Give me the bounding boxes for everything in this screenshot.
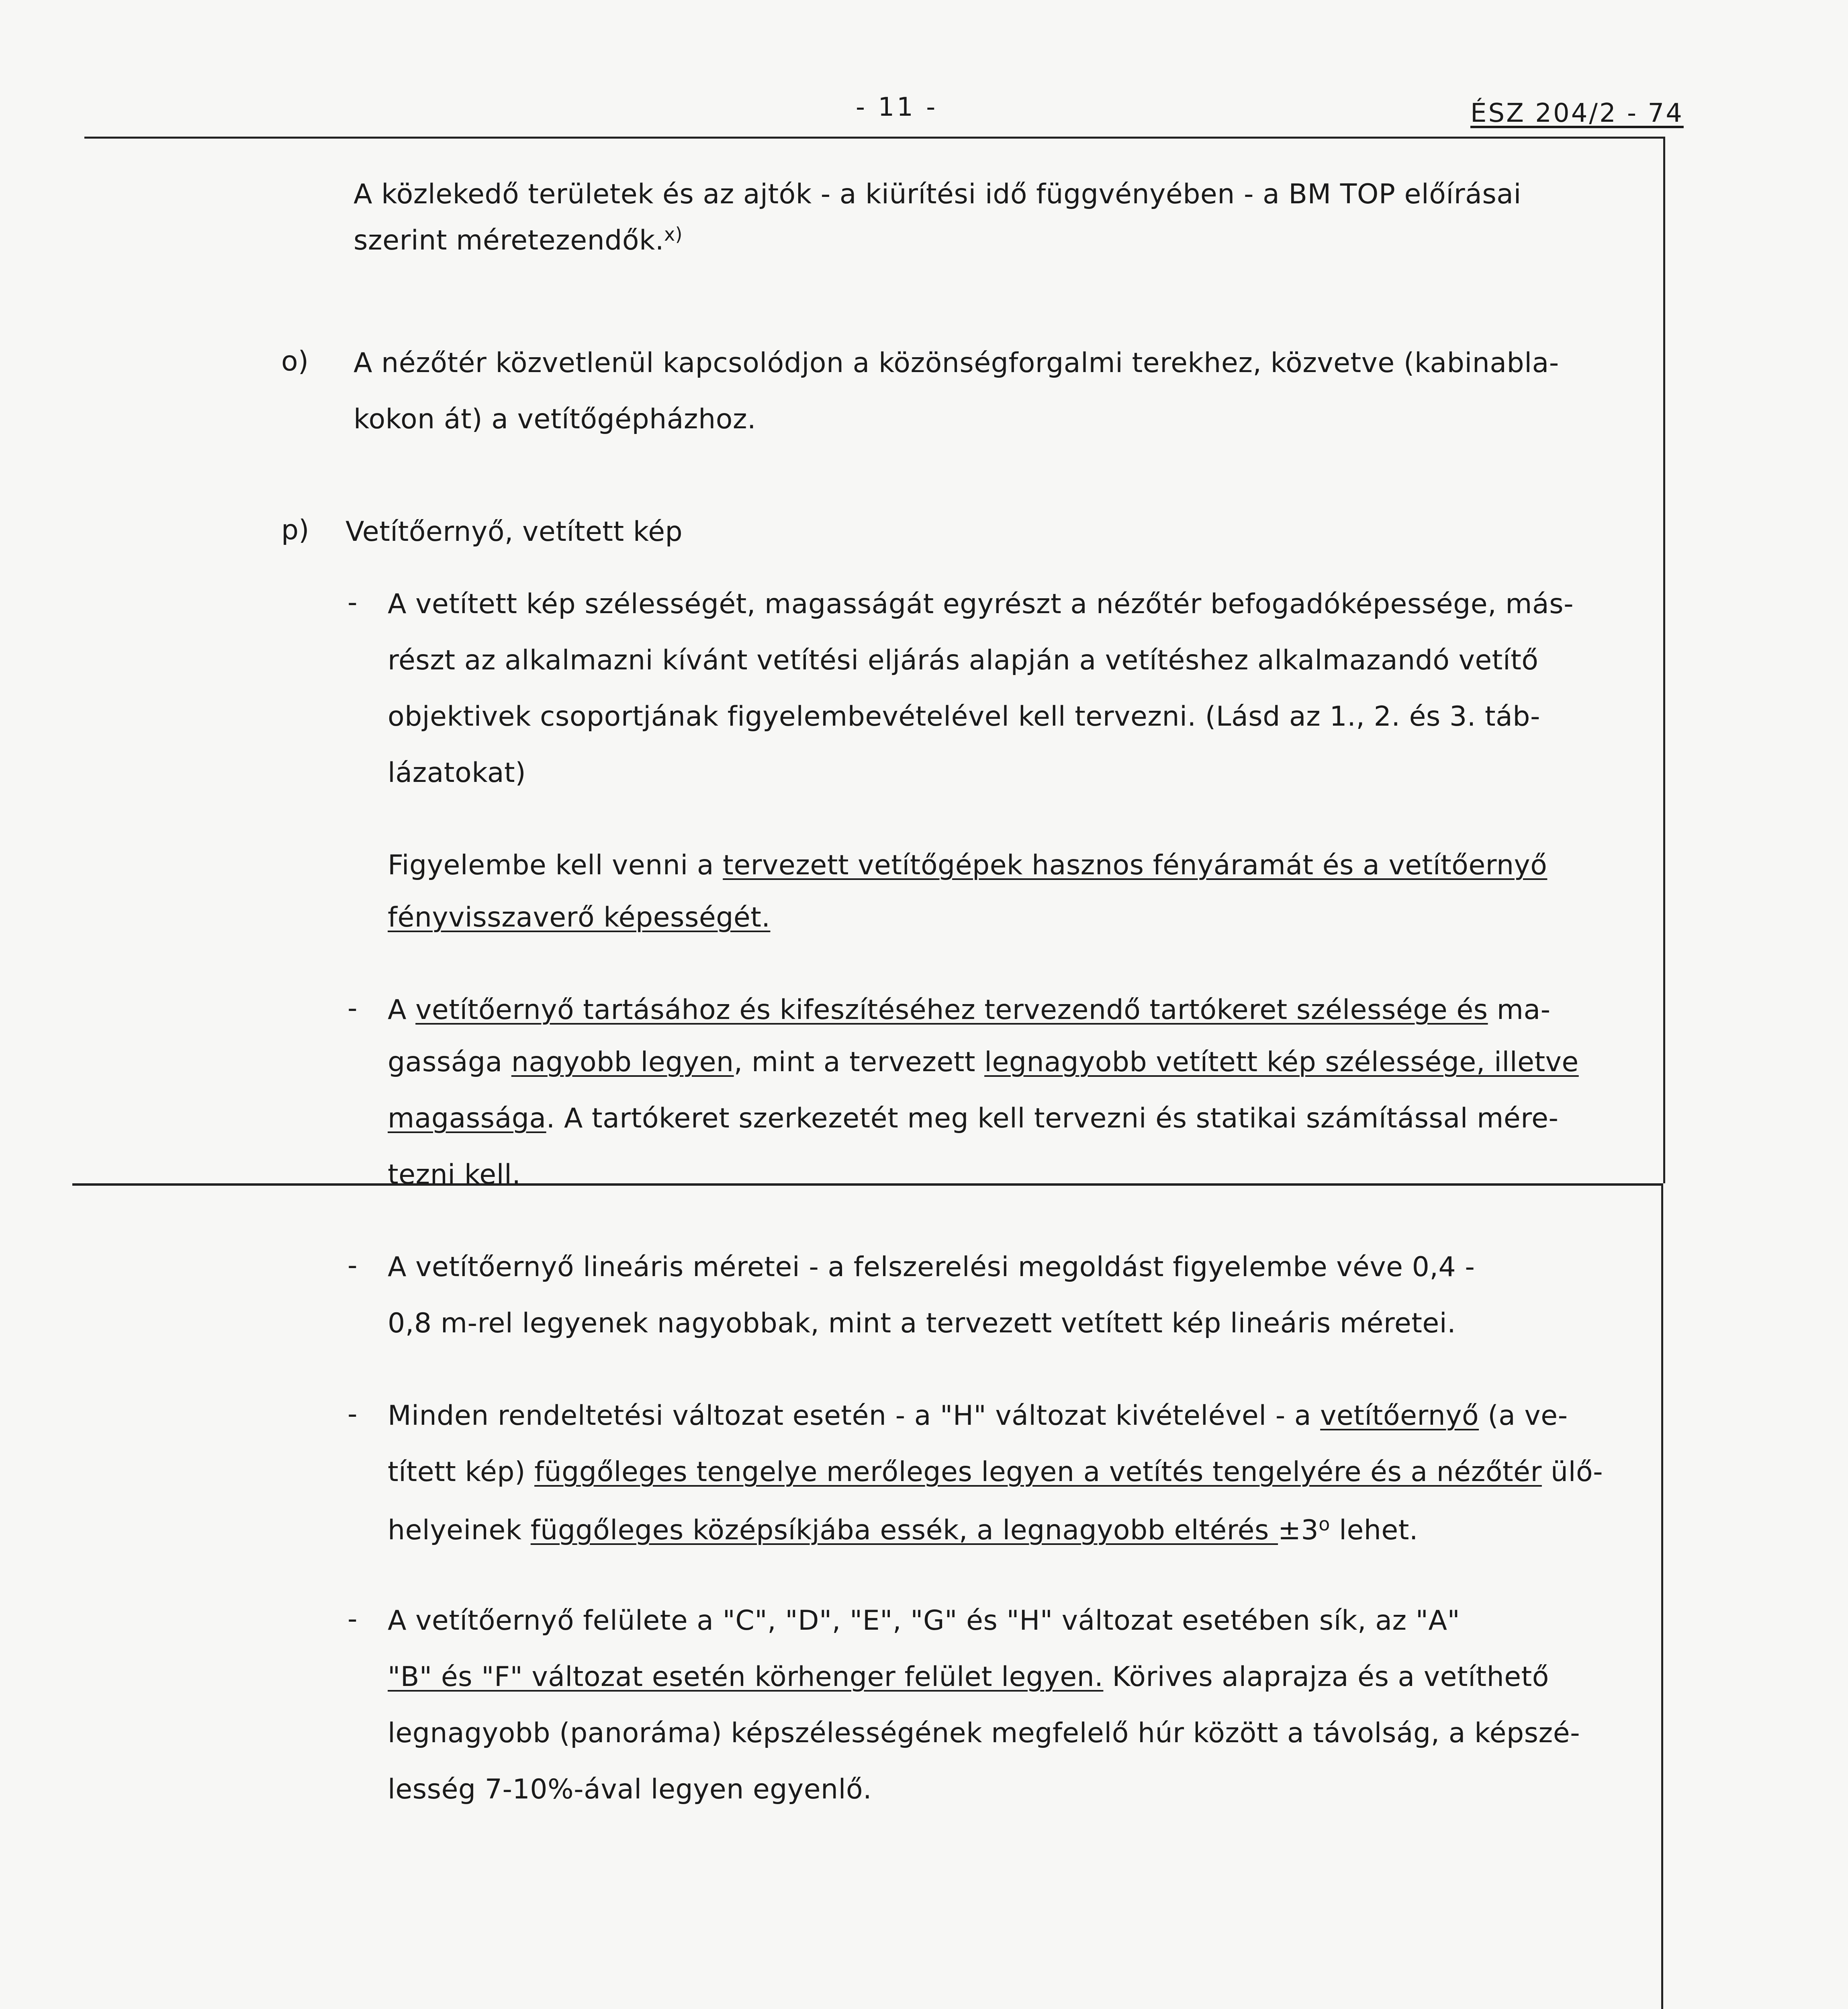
bullet-2-line-1-underlined: vetítőernyő tartásához és kifeszítéséhez tervezendő tartókeret szélessége és	[415, 994, 1488, 1026]
bullet-2-line-3-b: . A tartókeret szerkezetét meg kell tervezni és statikai számítással mére-	[546, 1103, 1559, 1134]
item-o-line-1: A nézőtér közvetlenül kapcsolódjon a közönségforgalmi terekhez, közvetve (kabinabla-	[354, 347, 1559, 379]
bullet-2-line-1-a: A	[388, 994, 416, 1026]
page-number: - 11 -	[856, 92, 938, 122]
bullet-3-line-1: A vetítőernyő lineáris méretei - a felszerelési megoldást figyelembe véve 0,4 -	[388, 1251, 1475, 1283]
bullet-4-line-1-b: vetítőernyő	[1320, 1400, 1479, 1432]
degree-mark: o	[1319, 1513, 1330, 1535]
intro-line-2	[354, 225, 683, 254]
bullet-3-dash: -	[348, 1250, 358, 1281]
bullet-5-line-1: A vetítőernyő felülete a "C", "D", "E", "G" és "H" változat esetében sík, az "A"	[388, 1605, 1460, 1637]
bullet-2-line-1-c: ma-	[1488, 994, 1551, 1026]
bullet-2-line-2-c: , mint a tervezett	[734, 1046, 985, 1078]
frame-right-rule-lower	[1661, 1183, 1663, 2009]
bullet-1-dash: -	[348, 587, 358, 618]
bullet-1-line-1: A vetített kép szélességét, magasságát egyrészt a nézőtér befogadóképessége, más-	[388, 588, 1574, 620]
bullet-2-dash: -	[348, 992, 358, 1024]
item-o-line-2: kokon át) a vetítőgépházhoz.	[354, 403, 756, 435]
bullet-4-line-3-c: lehet.	[1330, 1514, 1419, 1546]
note-line-1-start: Figyelembe kell venni a	[388, 849, 723, 881]
bullet-5-line-4: lesség 7-10%-ával legyen egyenlő.	[388, 1774, 872, 1805]
bullet-2-line-1	[388, 996, 1551, 1024]
bullet-2-line-2-b: nagyobb legyen	[511, 1046, 734, 1078]
bullet-2-line-2-d: legnagyobb vetített kép szélessége, illetve	[984, 1046, 1579, 1078]
bullet-1-line-3: objektivek csoportjának figyelembevételével kell tervezni. (Lásd az 1., 2. és 3. táb-	[388, 701, 1540, 732]
bullet-4-line-3	[388, 1515, 1418, 1544]
bullet-5-line-3: legnagyobb (panoráma) képszélességének megfelelő húr között a távolság, a képszé-	[388, 1717, 1580, 1749]
bullet-5-dash: -	[348, 1603, 358, 1635]
bullet-5-line-2-underlined: "B" és "F" változat esetén körhenger felület legyen.	[388, 1661, 1104, 1693]
bullet-3-line-2: 0,8 m-rel legyenek nagyobbak, mint a tervezett vetített kép lineáris méretei.	[388, 1307, 1456, 1339]
bullet-4-line-3-b: függőleges középsíkjába essék, a legnagyobb eltérés	[530, 1514, 1278, 1546]
frame-bottom-rule	[72, 1183, 1663, 1186]
bullet-1-line-2: részt az alkalmazni kívánt vetítési eljárás alapján a vetítéshez alkalmazandó vetítő	[388, 644, 1539, 676]
bullet-2-line-3-a: magassága	[388, 1103, 546, 1134]
bullet-2-line-4: tezni kell.	[388, 1159, 521, 1191]
bullet-4-line-3-a: helyeinek	[388, 1514, 531, 1546]
bullet-4-line-2-b: függőleges tengelye merőleges legyen a vetítés tengelyére és a nézőtér	[534, 1456, 1542, 1488]
bullet-1-line-4: lázatokat)	[388, 757, 526, 789]
item-o-label: o)	[281, 346, 309, 377]
note-line-2: fényvisszaverő képességét.	[388, 902, 771, 933]
item-p-heading: Vetítőernyő, vetített kép	[345, 516, 683, 548]
note-line-1	[388, 849, 1547, 881]
bullet-2-line-3	[388, 1105, 1559, 1132]
bullet-4-dash: -	[348, 1398, 358, 1430]
bullet-4-line-3-pm: ±3	[1278, 1514, 1319, 1546]
bullet-4-line-1	[388, 1402, 1568, 1430]
bullet-4-line-1-c: (a ve-	[1479, 1400, 1568, 1432]
bullet-4-line-2-a: tített kép)	[388, 1456, 535, 1488]
document-reference: ÉSZ 204/2 - 74	[1470, 98, 1684, 128]
note-line-1-underlined: tervezett vetítőgépek hasznos fényáramát és a vetítőernyő	[723, 849, 1547, 881]
bullet-4-line-2-c: ülő-	[1541, 1456, 1603, 1488]
bullet-2-line-2-a: gassága	[388, 1046, 511, 1078]
bullet-4-line-2	[388, 1456, 1603, 1488]
bullet-5-line-2-b: Körives alaprajza és a vetíthető	[1103, 1661, 1549, 1693]
footnote-reference: x)	[664, 223, 683, 245]
bullet-5-line-2	[388, 1663, 1549, 1691]
bullet-4-line-1-a: Minden rendeltetési változat esetén - a "H" változat kivételével - a	[388, 1400, 1321, 1432]
intro-line-2-text: szerint méretezendők.	[354, 225, 664, 256]
item-p-label: p)	[281, 514, 309, 546]
bullet-2-line-2	[388, 1046, 1579, 1078]
intro-line-1: A közlekedő területek és az ajtók - a kiürítési idő függvényében - a BM TOP előírásai	[354, 178, 1521, 210]
